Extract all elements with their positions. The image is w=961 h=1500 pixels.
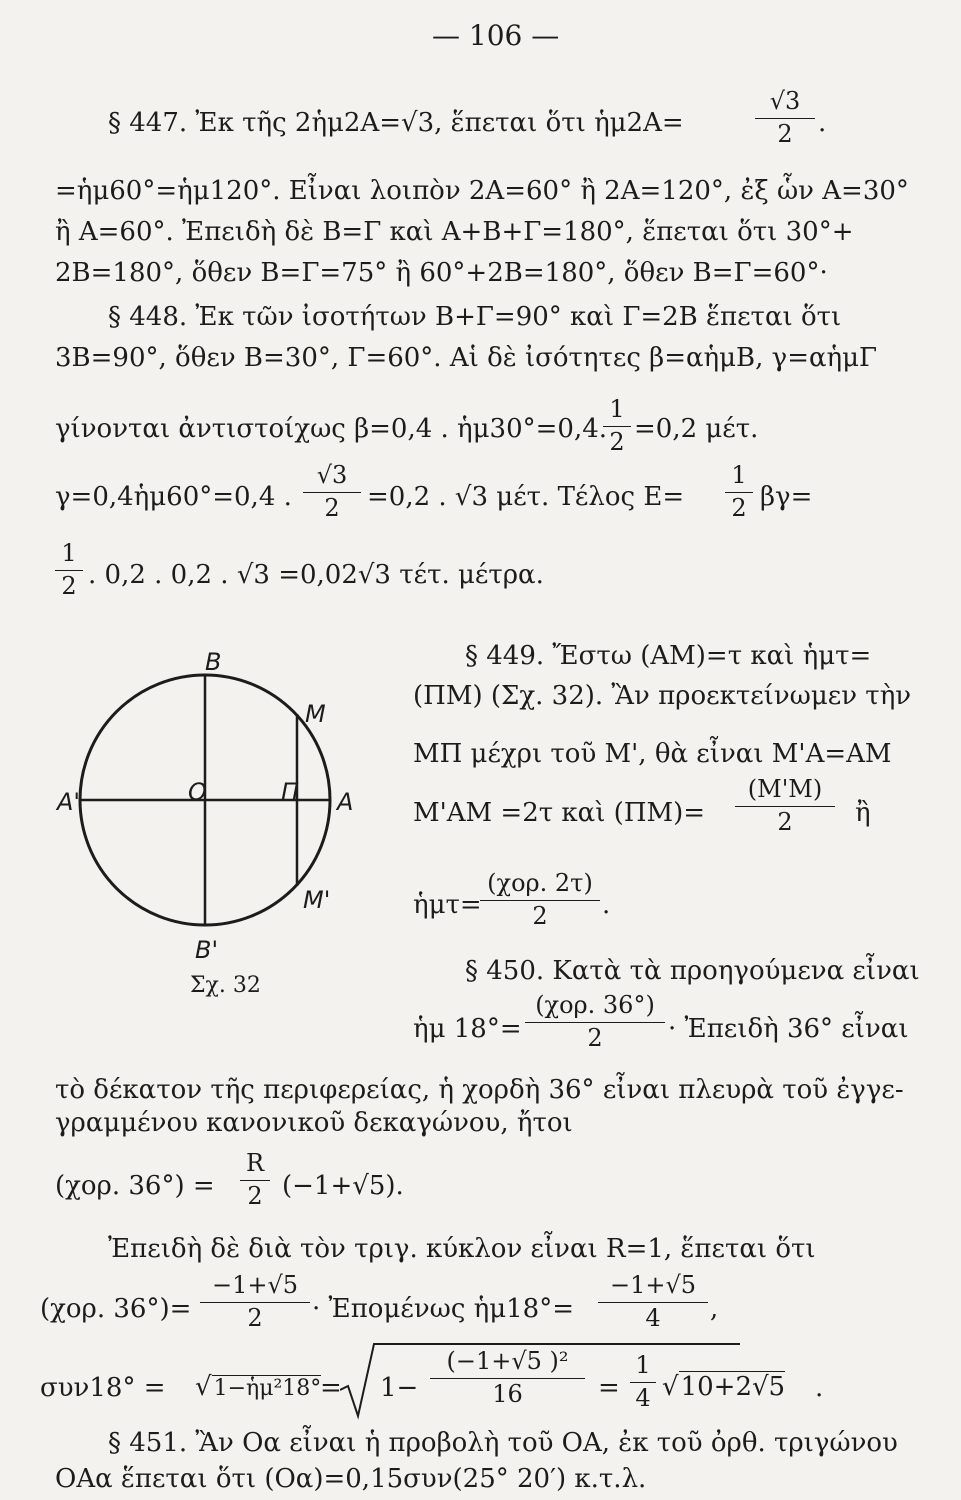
p447-line1-dot: .: [818, 108, 827, 138]
p450-line6: Ἐπειδὴ δὲ διὰ τὸν τριγ. κύκλον εἶναι R=1, ἕπεται ὅτι: [108, 1234, 816, 1264]
p450-frac-chord36-value: [200, 1272, 310, 1332]
frac-denominator: 4: [645, 1303, 661, 1332]
frac-numerator: 1: [61, 539, 77, 567]
frac-bar: [735, 806, 835, 807]
frac-numerator: √3: [769, 87, 801, 115]
p450-line8-eq: =: [320, 1373, 342, 1403]
p450-frac-squared: [430, 1348, 585, 1408]
label-m: M: [305, 700, 326, 728]
figure-caption: Σχ. 32: [190, 973, 261, 998]
p450-line1: § 450. Κατὰ τὰ προηγούμενα εἶναι: [465, 956, 920, 986]
p448-line5: . 0,2 . 0,2 . √3 =0,02√3 τέτ. μέτρα.: [88, 560, 544, 590]
radicand: 10+2√5: [680, 1372, 786, 1402]
frac-bar: [603, 426, 631, 427]
frac-denominator: 2: [532, 901, 548, 930]
p450-sqrt-ten-plus: √10+2√5: [662, 1372, 786, 1402]
p447-line1: § 447. Ἐκ τῆς 2ἡμ2A=√3, ἕπεται ὅτι ἡμ2A=: [108, 108, 684, 138]
p448-frac-one-half-b: [725, 462, 753, 522]
p449-line1: § 449. Ἔστω (AM)=τ καὶ ἡμτ=: [465, 641, 872, 671]
p449-line4: M'AM =2τ καὶ (ΠM)=: [413, 798, 706, 828]
p449-line3: MΠ μέχρι τοῦ M', θὰ εἶναι M'A=AM: [413, 739, 892, 769]
p450-line5-end: (−1+√5).: [282, 1171, 404, 1201]
frac-numerator: (M'M): [747, 775, 823, 803]
p450-line7-mid: · Ἐπομένως ἡμ18°=: [312, 1294, 574, 1324]
frac-bar: [430, 1378, 585, 1379]
frac-bar: [755, 118, 815, 119]
p447-line3: ἢ A=60°. Ἐπειδὴ δὲ B=Γ καὶ A+B+Γ=180°, ἕπεται ὅτι 30°+: [55, 217, 854, 247]
p448-line4-end: βγ=: [760, 482, 813, 512]
label-a-left: A': [57, 788, 81, 816]
label-a: A: [337, 788, 354, 816]
p448-line4-mid: =0,2 . √3 μέτ. Τέλος E=: [367, 482, 685, 512]
p450-line8-eq2: =: [598, 1373, 620, 1403]
p449-frac-mm: [735, 776, 835, 836]
frac-numerator: 1: [609, 395, 625, 423]
frac-denominator: 4: [635, 1383, 651, 1412]
p450-line3: τὸ δέκατον τῆς περιφερείας, ἡ χορδὴ 36° εἶναι πλευρὰ τοῦ ἐγγε-: [55, 1075, 904, 1105]
p448-line4: γ=0,4ἡμ60°=0,4 .: [55, 482, 292, 512]
frac-bar: [200, 1302, 310, 1303]
p450-line8-pre: 1−: [380, 1373, 419, 1403]
radicand: 1−ἡμ²18°: [213, 1376, 322, 1401]
frac-bar: [725, 492, 753, 493]
p448-frac-sqrt3-over-2: [303, 462, 361, 522]
p450-frac-sin18: [598, 1272, 708, 1332]
p450-line8: συν18° =: [40, 1373, 166, 1403]
p450-frac-one-quarter: [630, 1352, 656, 1412]
p449-line5: ἡμτ=: [413, 890, 482, 920]
p447-frac-sqrt3-over-2: [755, 88, 815, 148]
label-o: O: [188, 778, 207, 806]
frac-numerator: 1: [731, 461, 747, 489]
frac-denominator: 2: [247, 1181, 263, 1210]
frac-bar: [55, 570, 83, 571]
label-m-prime: M': [303, 886, 331, 914]
frac-denominator: 2: [609, 427, 625, 456]
label-pi: Π: [281, 778, 300, 806]
page-number: — 106 —: [432, 19, 560, 52]
p449-line2: (ΠM) (Σχ. 32). Ἂν προεκτείνωμεν τὴν: [413, 681, 912, 711]
p450-line7: (χορ. 36°)=: [40, 1294, 192, 1324]
frac-denominator: 2: [324, 493, 340, 522]
frac-numerator: 1: [635, 1351, 651, 1379]
p451-line2: OAα ἕπεται ὅτι (Oα)=0,15συν(25° 20′) κ.τ.λ.: [55, 1464, 647, 1494]
p450-frac-chord36: [525, 992, 665, 1052]
p448-line3: γίνονται ἀντιστοίχως β=0,4 . ἡμ30°=0,4.: [55, 414, 608, 444]
p450-frac-r-over-2: [240, 1150, 270, 1210]
frac-numerator: √3: [316, 461, 348, 489]
frac-bar: [303, 492, 361, 493]
frac-numerator: −1+√5: [609, 1271, 697, 1299]
frac-bar: [240, 1180, 270, 1181]
p448-line2: 3B=90°, ὅθεν B=30°, Γ=60°. Αἱ δὲ ἰσότητες β=αἡμB, γ=αἡμΓ: [55, 343, 878, 373]
label-b: B: [205, 648, 222, 676]
frac-denominator: 2: [777, 807, 793, 836]
label-b-prime: B': [195, 936, 219, 964]
p450-line2: ἡμ 18°=: [413, 1014, 522, 1044]
frac-bar: [630, 1382, 656, 1383]
p450-line8-end: .: [815, 1373, 824, 1403]
frac-numerator: (−1+√5 )²: [446, 1347, 569, 1375]
frac-numerator: −1+√5: [211, 1271, 299, 1299]
p450-line4: γραμμένου κανονικοῦ δεκαγώνου, ἤτοι: [55, 1108, 573, 1138]
circle-figure: [55, 640, 375, 1000]
frac-denominator: 16: [492, 1379, 523, 1408]
p448-frac-one-half-c: [55, 540, 83, 600]
frac-bar: [480, 900, 600, 901]
frac-bar: [598, 1302, 708, 1303]
frac-numerator: (χορ. 2τ): [487, 869, 593, 897]
frac-bar: [525, 1022, 665, 1023]
p448-line1: § 448. Ἐκ τῶν ἰσοτήτων B+Γ=90° καὶ Γ=2B ἕπεται ὅτι: [108, 302, 842, 332]
p450-line2-end: · Ἐπειδὴ 36° εἶναι: [668, 1014, 909, 1044]
p448-line3-end: =0,2 μέτ.: [634, 414, 759, 444]
p448-frac-one-half: [603, 396, 631, 456]
frac-denominator: 2: [731, 493, 747, 522]
p449-frac-chord: [480, 870, 600, 930]
p451-line1: § 451. Ἂν Oα εἶναι ἡ προβολὴ τοῦ OA, ἐκ τοῦ ὀρθ. τριγώνου: [108, 1428, 898, 1458]
frac-numerator: (χορ. 36°): [535, 991, 655, 1019]
p450-line5: (χορ. 36°) =: [55, 1171, 215, 1201]
p449-line5-end: .: [602, 890, 611, 920]
frac-numerator: R: [245, 1149, 265, 1177]
frac-denominator: 2: [61, 571, 77, 600]
frac-denominator: 2: [247, 1303, 263, 1332]
frac-denominator: 2: [587, 1023, 603, 1052]
p449-line4-end: ἢ: [855, 798, 871, 828]
p450-line7-end: ,: [710, 1294, 719, 1324]
p447-line4: 2B=180°, ὅθεν B=Γ=75° ἢ 60°+2B=180°, ὅθεν B=Γ=60°·: [55, 258, 828, 288]
p447-line2: =ἡμ60°=ἡμ120°. Εἶναι λοιπὸν 2A=60° ἢ 2A=120°, ἐξ ὧν A=30°: [55, 176, 909, 206]
p450-sqrt-one-minus-sin2: √1−ἡμ²18°: [195, 1372, 322, 1402]
frac-denominator: 2: [777, 119, 793, 148]
